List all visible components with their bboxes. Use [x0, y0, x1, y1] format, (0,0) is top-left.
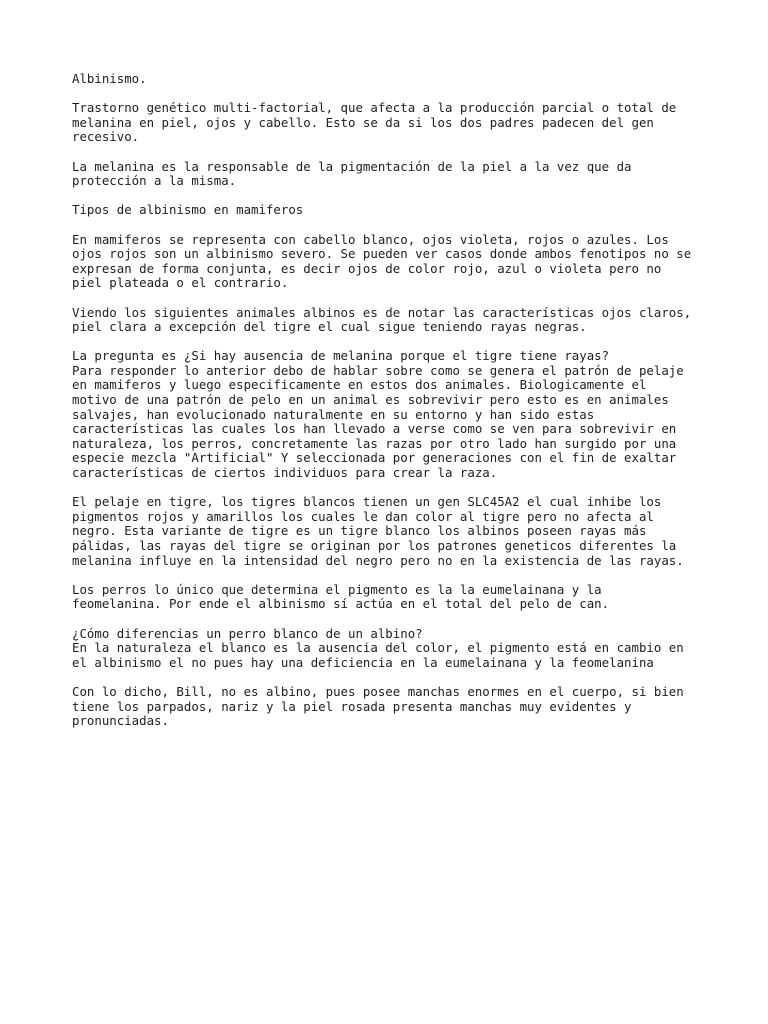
paragraph-pregunta-rayas: La pregunta es ¿Si hay ausencia de melanina porque el tigre tiene rayas? Para responder lo anterior debo de hablar sobre como se genera el patrón de pelaje en mamiferos y luego especificamente en estos dos animales. Biologicamente el motivo de una patrón de pelo en un animal es sobrevivir pero esto es en animales salvajes, han evolucionado naturalmente en su entorno y han sido estas características las cuales los han llevado a verse como se ven para sobrevivir en naturaleza, los perros, concretamente las razas por otro lado han surgido por una especie mezcla "Artificial" Y seleccionada por generaciones con el fin de exaltar características de ciertos individuos para crear la raza.	[72, 348, 684, 481]
paragraph-pelaje-tigre: El pelaje en tigre, los tigres blancos tienen un gen SLC45A2 el cual inhibe los pigmentos rojos y amarillos los cuales le dan color al tigre pero no afecta al negro. Esta variante de tigre es un tigre blanco los albinos poseen rayas más pálidas, las rayas del tigre se originan por los patrones geneticos diferentes la melanina influye en la intensidad del negro pero no en la existencia de las rayas.	[72, 494, 684, 568]
document-body	[72, 72, 712, 729]
paragraph-perro-blanco-albino: ¿Cómo diferencias un perro blanco de un albino? En la naturaleza el blanco es la ausencia del color, el pigmento está en cambio en el albinismo el no pues hay una deficiencia en la eumelainana y la feomelanina	[72, 625, 684, 670]
document-title: Albinismo.	[72, 71, 147, 86]
section-heading-tipos: Tipos de albinismo en mamiferos	[72, 202, 304, 218]
paragraph-mamiferos: En mamiferos se representa con cabello blanco, ojos violeta, rojos o azules. Los ojos rojos son un albinismo severo. Se pueden ver casos donde ambos fenotipos no se expresan de forma conjunta, es decir ojos de color rojo, azul o violeta pero no piel plateada o el contrario.	[72, 231, 692, 291]
paragraph-definition: Trastorno genético multi-factorial, que afecta a la producción parcial o total de melanina en piel, ojos y cabello. Esto se da si los dos padres padecen del gen recesivo.	[72, 100, 677, 145]
paragraph-conclusion-bill: Con lo dicho, Bill, no es albino, pues posee manchas enormes en el cuerpo, si bien tiene los parpados, nariz y la piel rosada presenta manchas muy evidentes y pronunciadas.	[72, 683, 684, 729]
paragraph-melanina: La melanina es la responsable de la pigmentación de la piel a la vez que da protección a la misma.	[72, 158, 632, 189]
paragraph-animales-albinos: Viendo los siguientes animales albinos es de notar las características ojos claros, piel clara a excepción del tigre el cual sigue teniendo rayas negras.	[72, 304, 692, 335]
paragraph-perros-pigmento: Los perros lo único que determina el pigmento es la la eumelainana y la feomelanina. Por ende el albinismo sí actúa en el total del pelo de can.	[72, 581, 610, 612]
